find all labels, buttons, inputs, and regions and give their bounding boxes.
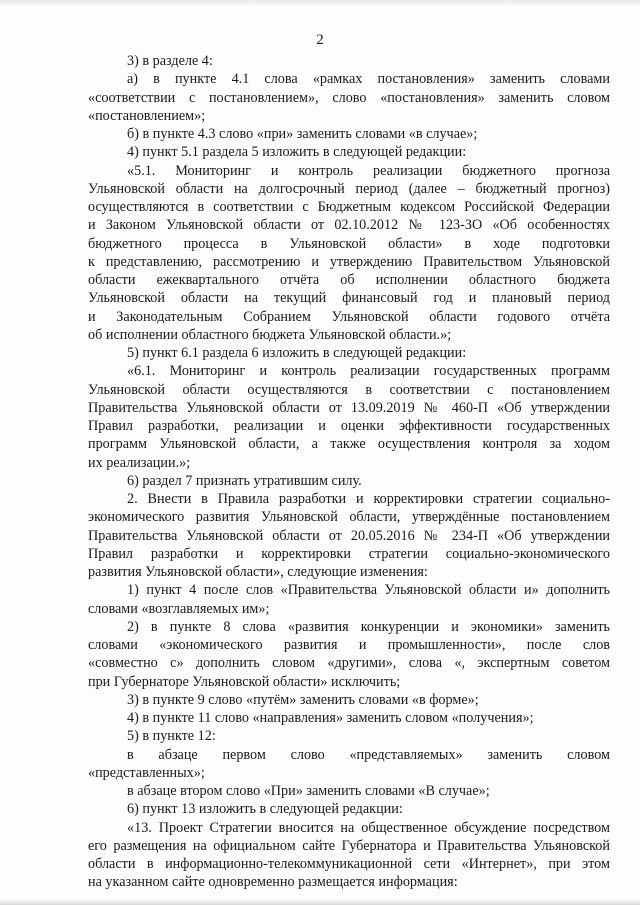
- text-line: словами «экономического развития и промышленности», после слов: [88, 637, 610, 653]
- text-line: 1) пункт 4 после слов «Правительства Ульяновской области и» дополнить: [127, 582, 610, 599]
- text-line: и Законодательным Собранием Ульяновской области годового отчёта: [88, 308, 610, 325]
- text-line: 4) в пункте 11 слово «направления» заменить словом «получения»;: [127, 710, 534, 726]
- text-line: и Законом Ульяновской области от 02.10.2012 № 123-ЗО «Об особенностях: [88, 217, 610, 234]
- text-line: словами «возглавляемых им»;: [88, 600, 270, 617]
- text-line: его размещения на официальном сайте Губернатора и Правительства Ульяновской: [88, 837, 610, 854]
- text-line: 3) в пункте 9 слово «путём» заменить словами «в форме»;: [127, 691, 479, 708]
- text-line: области ежеквартального отчёта об исполнении областного бюджета: [88, 272, 610, 288]
- text-line: в абзаце втором слово «При» заменить словами «В случае»;: [127, 783, 490, 799]
- text-line: Правил разработки, реализации и оценки эффективности государственных: [88, 418, 610, 434]
- text-line: в абзаце первом слово «представляемых» заменить словом: [127, 746, 610, 763]
- text-line: Правительства Ульяновской области от 13.09.2019 № 460-П «Об утверждении: [88, 399, 610, 416]
- text-line: Ульяновской области на долгосрочный период (далее – бюджетный прогноз): [88, 180, 610, 197]
- text-line: программ Ульяновской области, а также осуществления контроля за ходом: [88, 436, 610, 453]
- text-line: на указанном сайте одновременно размещается информация:: [88, 874, 458, 891]
- text-line: 5) пункт 6.1 раздела 6 изложить в следующей редакции:: [127, 345, 467, 361]
- text-line: а) в пункте 4.1 слова «рамках постановления» заменить словами: [127, 71, 610, 88]
- text-line: «представленных»;: [88, 764, 205, 781]
- text-line: 6) раздел 7 признать утратившим силу.: [127, 472, 362, 489]
- text-line: развития Ульяновской области», следующие изменения:: [88, 564, 428, 580]
- text-line: Правил разработки и корректировки стратегии социально-экономического: [88, 545, 610, 562]
- text-line: «5.1. Мониторинг и контроль реализации бюджетного прогноза: [127, 162, 610, 179]
- text-line: «совместно с» дополнить словом «другими», слова «, экспертным советом: [88, 655, 610, 672]
- text-line: «постановлением»;: [88, 107, 206, 124]
- text-line: «13. Проект Стратегии вносится на общественное обсуждение посредством: [127, 819, 610, 836]
- scan-edge-bottom: [0, 899, 640, 905]
- text-line: 4) пункт 5.1 раздела 5 изложить в следующей редакции:: [127, 144, 467, 161]
- text-line: б) в пункте 4.3 слово «при» заменить словами «в случае»;: [127, 126, 478, 142]
- text-line: Правительства Ульяновской области от 20.05.2016 № 234-П «Об утверждении: [88, 527, 610, 544]
- text-line: 5) в пункте 12:: [127, 728, 216, 745]
- text-line: Ульяновской области на текущий финансовый год и плановый период: [88, 290, 610, 307]
- text-line: «соответствии с постановлением», слово «постановления» заменить словом: [88, 89, 610, 106]
- text-line: бюджетного процесса в Ульяновской области» в ходе подготовки: [88, 235, 610, 252]
- text-line: области в информационно-телекоммуникационной сети «Интернет», при этом: [88, 856, 610, 872]
- text-line: при Губернаторе Ульяновской области» исключить;: [88, 673, 401, 690]
- document-body: [88, 52, 610, 892]
- text-line: Ульяновской области осуществляются в соответствии с постановлением: [88, 381, 610, 398]
- text-line: к представлению, рассмотрению и утверждению Правительством Ульяновской: [88, 253, 610, 270]
- text-line: 2) в пункте 8 слова «развития конкуренции и экономики» заменить: [127, 618, 610, 635]
- text-line: об исполнении областного бюджета Ульяновской области.»;: [88, 326, 452, 343]
- text-line: экономического развития Ульяновской области, утверждённые постановлением: [88, 509, 610, 526]
- text-line: 2. Внести в Правила разработки и корректировки стратегии социально-: [127, 491, 610, 507]
- text-line: «6.1. Мониторинг и контроль реализации государственных программ: [127, 363, 610, 380]
- text-line: 3) в разделе 4:: [127, 53, 213, 69]
- page-number: 2: [316, 32, 324, 48]
- scan-edge-top: [0, 0, 640, 6]
- text-line: 6) пункт 13 изложить в следующей редакции:: [127, 801, 403, 818]
- text-line: их реализации.»;: [88, 454, 191, 471]
- text-line: осуществляются в соответствии с Бюджетным кодексом Российской Федерации: [88, 199, 610, 215]
